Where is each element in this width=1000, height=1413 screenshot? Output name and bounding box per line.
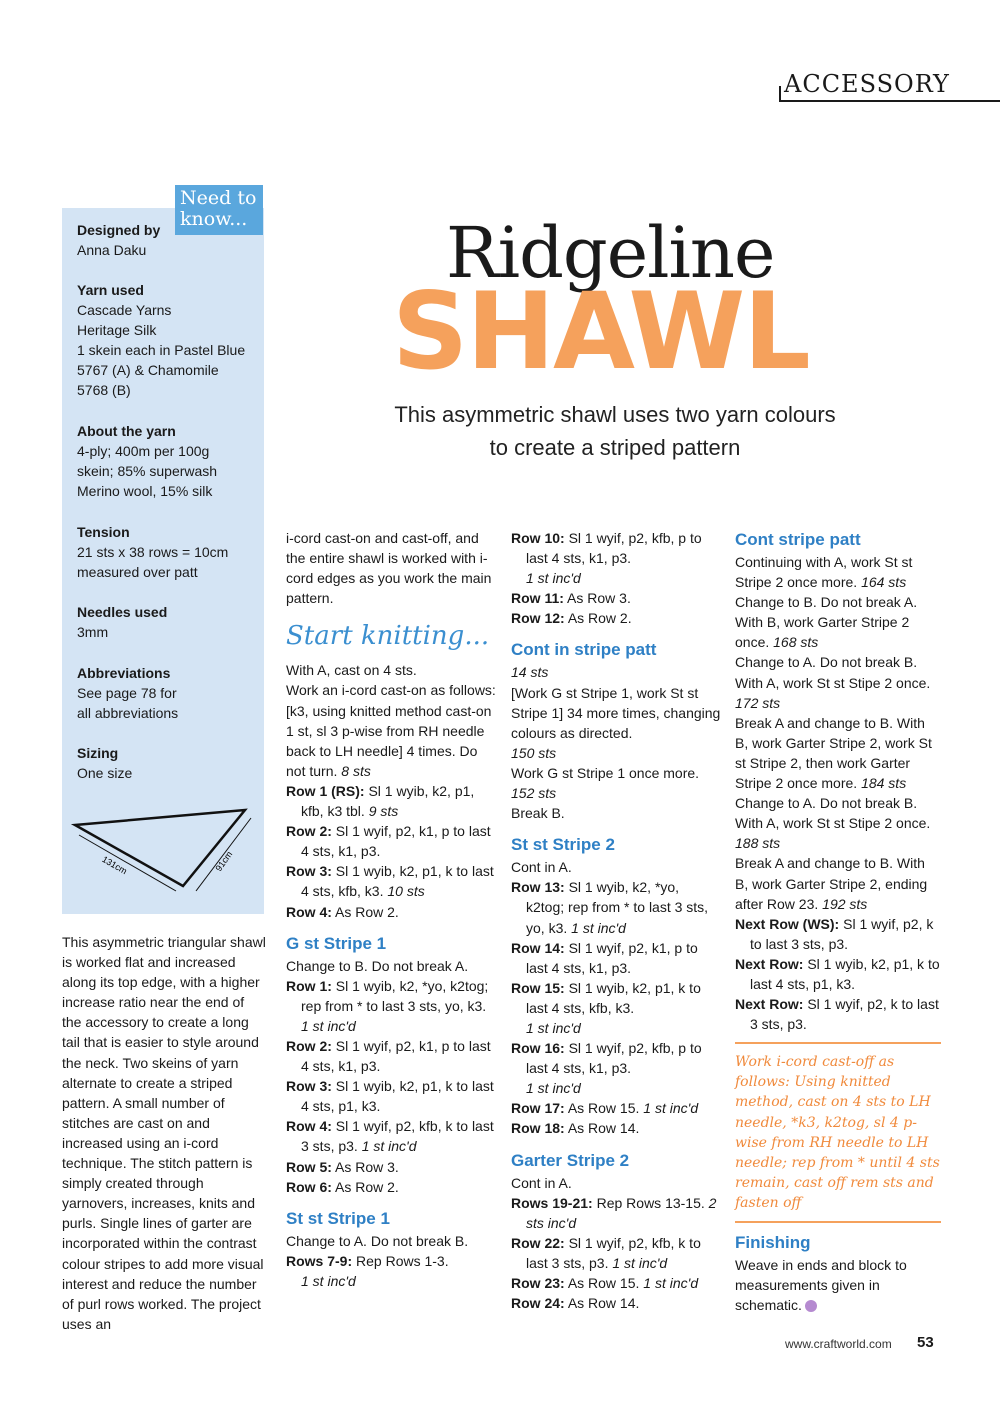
instruction: Work G st Stripe 1 once more. [511,764,700,781]
standfirst-line-1: This asymmetric shawl uses two yarn colours [394,402,836,427]
heading-cont-stripe-patt: Cont in stripe patt [511,640,657,660]
abbr-line: See page 78 for [77,685,177,701]
pattern-column-1 [286,528,496,1291]
row-instruction: Row 16: Sl 1 wyif, p2, kfb, p to last 4 sts, k1, p3. 1 st inc'd [511,1040,702,1097]
row-instruction: Next Row (WS): Sl 1 wyif, p2, k to last 3 sts, p3. [735,915,934,952]
abbr-line: all abbreviations [77,705,179,721]
instruction: Break A and change to B. With B, work Garter Stripe 2, work St st Stripe 2, then work Garter Stripe 2 once more. 184 sts [735,714,932,792]
dim-label-long: 131cm [100,854,129,877]
designed-by [77,220,160,260]
finishing-text: Weave in ends and block to measurements given in schematic. [735,1257,907,1314]
standfirst-line-2: to create a striped pattern [489,435,741,460]
heading-st-st-stripe-2: St st Stripe 2 [511,835,615,855]
designed-heading: Designed by [77,222,161,238]
instruction: [Work G st Stripe 1, work St st Stripe 1] 34 more times, changing colours as directed. [511,684,721,741]
row-instruction: Row 4: Sl 1 wyif, p2, kfb, k to last 3 sts, p3. 1 st inc'd [286,1118,494,1155]
row-instruction: Row 4: As Row 2. [286,903,399,920]
title-line-1: Ridgeline [446,212,775,294]
badge-line-2: know... [180,208,248,230]
sizing-value: One size [77,765,133,781]
heading-st-st-stripe-1: St st Stripe 1 [286,1208,390,1228]
yarn-line: Cascade Yarns [77,302,172,318]
yarn-used [77,280,245,400]
row-instruction: Row 18: As Row 14. [511,1120,640,1137]
row-instruction: Row 13: Sl 1 wyib, k2, *yo, k2tog; rep from * to last 3 sts, yo, k3. 1 st inc'd [511,879,709,936]
instruction: Change to A. Do not break B. [286,1232,469,1249]
heading-garter-stripe-2: Garter Stripe 2 [511,1150,630,1170]
heading-cont-stripe-patt-2: Cont stripe patt [735,530,861,549]
row-instruction: Rows 19-21: Rep Rows 13-15. 2 sts inc'd [511,1194,717,1231]
need-to-know-badge [175,185,263,235]
instruction: Break B. [511,805,565,822]
instruction: Change to A. Do not break B. With A, work St st Stipe 2 once. 172 sts [735,654,931,711]
yarn-line: Heritage Silk [77,322,157,338]
about-heading: About the yarn [77,423,176,439]
title-line-2: SHAWL [392,270,809,393]
abbreviations [77,663,178,723]
tension [77,522,228,582]
row-instruction: Row 2: Sl 1 wyif, p2, k1, p to last 4 sts, k1, p3. [286,1037,491,1075]
yarn-line: 5768 (B) [77,382,131,398]
stitch-count: 14 sts [511,664,549,681]
instruction: Break A and change to B. With B, work Garter Stripe 2, ending after Row 23. 192 sts [735,855,928,912]
instruction: Cont in A. [511,1174,572,1191]
tension-line: measured over patt [77,564,198,580]
row-instruction: Row 12: As Row 2. [511,610,632,627]
note-rule-bottom [735,1221,941,1223]
start-knitting-heading: Start knitting... [286,621,490,652]
instruction: With A, cast on 4 sts. [286,662,417,679]
pattern-column-3 [735,528,941,1315]
shawl-schematic [70,800,260,900]
dim-label-short: 91cm [213,849,235,874]
pattern-column-2 [511,528,721,1313]
abbr-heading: Abbreviations [77,665,171,681]
about-line: skein; 85% superwash [77,463,218,479]
row-instruction: Next Row: Sl 1 wyif, p2, k to last 3 sts, p3. [735,996,939,1033]
row-instruction: Row 1 (RS): Sl 1 wyib, k2, p1, kfb, k3 tbl. 9 sts [286,782,475,820]
row-instruction: Row 2: Sl 1 wyif, p2, k1, p to last 4 sts, k1, p3. [286,823,491,860]
row-instruction: Row 10: Sl 1 wyif, p2, kfb, p to last 4 sts, k1, p3. 1 st inc'd [511,530,702,587]
about-yarn [77,421,217,501]
row-instruction: Row 11: As Row 3. [511,590,631,607]
section-label: ACCESSORY [784,70,950,98]
row-instruction: Next Row: Sl 1 wyib, k2, p1, k to last 4 sts, p1, k3. [735,955,940,992]
needles-value: 3mm [77,624,109,640]
row-instruction: Row 22: Sl 1 wyif, p2, kfb, k to last 3 sts, p3. 1 st inc'd [511,1234,701,1271]
about-line: 4-ply; 400m per 100g [77,443,210,459]
row-instruction: Row 15: Sl 1 wyib, k2, p1, k to last 4 sts, kfb, k3. 1 st inc'd [511,979,701,1036]
needles [77,602,167,642]
footer-url: www.craftworld.com [785,1337,892,1351]
about-line: Merino wool, 15% silk [77,483,213,499]
header-rule [780,100,1000,102]
row-instruction: Row 3: Sl 1 wyib, k2, p1, k to last 4 sts, p1, k3. [286,1078,494,1115]
needles-heading: Needles used [77,604,168,620]
intro-text: This asymmetric triangular shawl is worked flat and increased along its top edge, with a higher increase ratio near the end of the accessory to create a long tail that is easier to style around the neck. Two skeins of yarn alternate to create a striped pattern. A small number of stitches are cast on and increased using an i-cord technique. The stitch pattern is simply created through yarnovers, increases, knits and purls. Single lines of garter are incorporated within the contrast colour stripes to add more visual interest and reduce the number of purl rows worked. The project uses an [62,934,266,1332]
cast-off-note: Work i-cord cast-off as follows: Using knitted method, cast on 4 sts to LH needle, *k3, k2tog, sl 4 p-wise from RH needle to LH needle; rep from * until 4 sts remain, cast off rem sts and fasten off [735,1054,940,1211]
instruction: Continuing with A, work St st Stripe 2 once more. 164 sts [735,554,913,591]
standfirst [380,398,850,464]
dim-line-long [79,835,176,891]
row-instruction: Row 1: Sl 1 wyib, k2, *yo, k2tog; rep from * to last 3 sts, yo, k3. 1 st inc'd [286,977,489,1034]
page-number: 53 [917,1334,934,1351]
instruction: Work an i-cord cast-on as follows: [k3, using knitted method cast-on 1 st, sl 3 p-wise from RH needle back to LH needle] 4 times. Do not turn. 8 sts [286,682,496,779]
tension-heading: Tension [77,524,130,540]
intro-continued: i-cord cast-on and cast-off, and the entire shawl is worked with i-cord edges as you work the main pattern. [286,530,492,607]
yarn-heading: Yarn used [77,282,144,298]
heading-gst-stripe-1: G st Stripe 1 [286,933,387,953]
instruction: Change to B. Do not break A. With B, work Garter Stripe 2 once. 168 sts [735,594,918,651]
row-instruction: Row 3: Sl 1 wyib, k2, p1, k to last 4 sts, kfb, k3. 10 sts [286,863,494,900]
row-instruction: Rows 7-9: Rep Rows 1-3. 1 st inc'd [286,1252,449,1289]
instruction: Change to B. Do not break A. [286,957,469,974]
stitch-count: 152 sts [511,785,557,802]
tension-line: 21 sts x 38 rows = 10cm [77,544,229,560]
row-instruction: Row 24: As Row 14. [511,1295,640,1312]
row-instruction: Row 6: As Row 2. [286,1178,399,1195]
row-instruction: Row 5: As Row 3. [286,1158,399,1175]
stitch-count: 150 sts [511,744,557,761]
heading-finishing: Finishing [735,1233,811,1252]
yarn-line: 5767 (A) & Chamomile [77,362,219,378]
badge-line-1: Need to [180,187,257,209]
note-rule-top [735,1042,941,1044]
sizing-heading: Sizing [77,745,119,761]
designer-name: Anna Daku [77,242,147,258]
instruction: Change to A. Do not break B. With A, work St st Stipe 2 once. 188 sts [735,795,931,852]
row-instruction: Row 17: As Row 15. 1 st inc'd [511,1100,699,1117]
row-instruction: Row 23: As Row 15. 1 st inc'd [511,1275,699,1291]
yarn-ball-icon [805,1300,817,1312]
yarn-line: 1 skein each in Pastel Blue [77,342,246,358]
sizing [77,743,132,783]
row-instruction: Row 14: Sl 1 wyif, p2, k1, p to last 4 sts, k1, p3. [511,939,698,976]
instruction: Cont in A. [511,859,572,876]
schematic-outline [75,810,245,886]
